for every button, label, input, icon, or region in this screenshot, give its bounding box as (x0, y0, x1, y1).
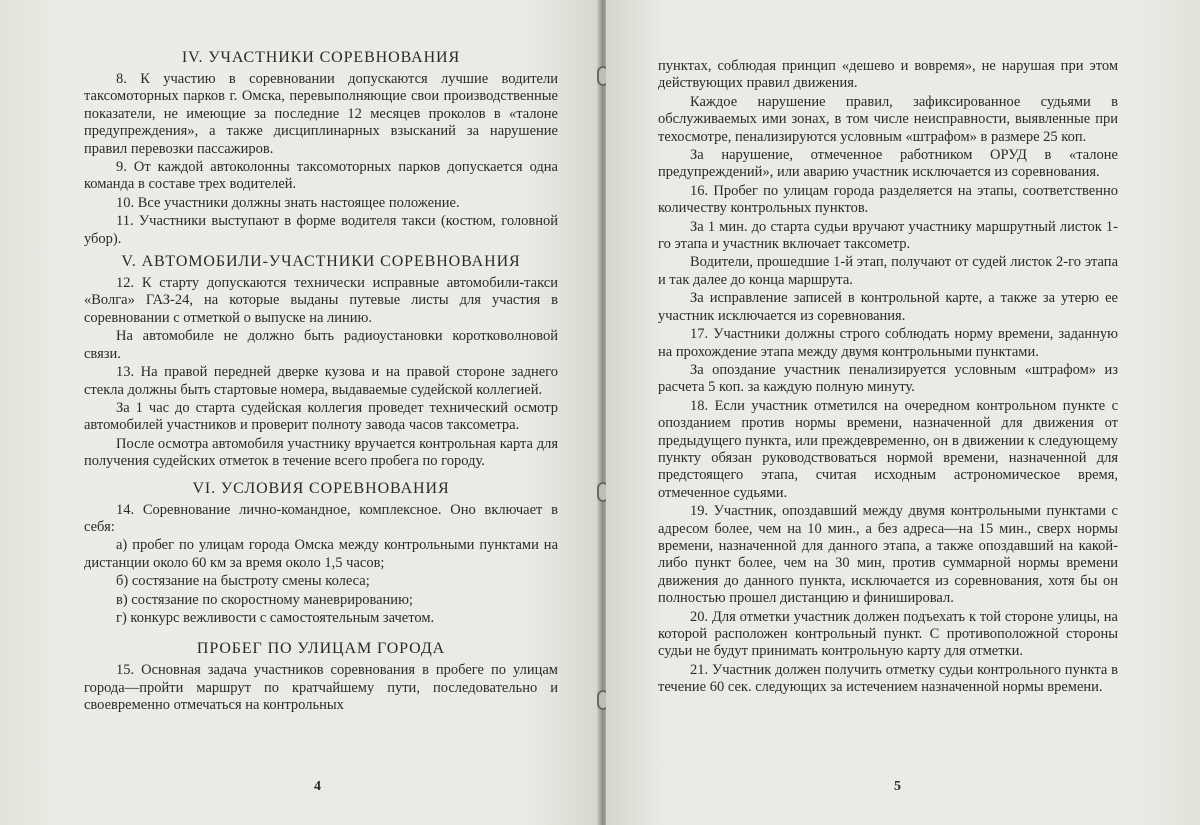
paragraph-11: 11. Участники выступают в форме водителя такси (костюм, головной убор). (84, 213, 558, 247)
paragraph-20: 20. Для отметки участник должен подъехать к той стороне улицы, на которой расположен контрольный пункт. С противоположной стороны судьи не будут принимать контрольную карту для отметки. (658, 608, 1118, 660)
paragraph-21: 21. Участник должен получить отметку судьи контрольного пункта в течение 60 сек. следующих за истечением назначенной нормы времени. (658, 661, 1118, 696)
paragraph-13-control-card: После осмотра автомобиля участнику вручается контрольная карта для получения судейских отметок в течение всего пробега по городу. (84, 435, 558, 470)
section-5-title: V. АВТОМОБИЛИ-УЧАСТНИКИ СОРЕВНОВАНИЯ (121, 253, 521, 271)
paragraph-15-orud: За нарушение, отмеченное работником ОРУД в «талоне предупреждений», или аварию участник исключается из соревнования. (658, 147, 1118, 181)
paragraph-8: 8. К участию в соревновании допускаются лучшие водители таксомоторных парков г. Омска, перевыполняющие свои производственные показатели, не имеющие за последние 12 месяцев проколов в «талоне предупреждения», а также дисциплинарных взысканий за нарушение правил перевозки пассажиров. (84, 71, 558, 157)
paragraph-16-start: За 1 мин. до старта судьи вручают участнику маршрутный листок 1-го этапа и участник включает таксометр. (658, 218, 1118, 253)
right-page (606, 0, 1200, 825)
paragraph-16: 16. Пробег по улицам города разделяется на этапы, соответственно количеству контрольных пунктов. (658, 182, 1118, 217)
section-4-title: IV. УЧАСТНИКИ СОРЕВНОВАНИЯ (181, 49, 461, 66)
paragraph-14-b: б) состязание на быстроту смены колеса; (116, 573, 370, 590)
paragraph-15-violations: Каждое нарушение правил, зафиксированное судьями в обслуживаемых ими зонах, в том числе неисправности, выявленные при техосмотре, пенализируются условным «штрафом» в размере 25 коп. (658, 93, 1118, 145)
paragraph-17-penalty: За опоздание участник пенализируется условным «штрафом» из расчета 5 коп. за каждую полную минуту. (658, 361, 1118, 396)
paragraph-17: 17. Участники должны строго соблюдать норму времени, заданную на прохождение этапа между двумя контрольными пунктами. (658, 326, 1118, 360)
paragraph-12: 12. К старту допускаются технически исправные автомобили-такси «Волга» ГАЗ-24, на которые выданы путевые листы для участия в соревновании с отметкой о выпуске на линию. (84, 275, 558, 326)
paragraph-14: 14. Соревнование лично-командное, комплексное. Оно включает в себя: (84, 501, 558, 535)
page-number-right: 5 (894, 779, 901, 794)
paragraph-15-continued: пунктах, соблюдая принцип «дешево и вовремя», не нарушая при этом действующих правил движения. (658, 58, 1118, 92)
section-6-title: VI. УСЛОВИЯ СОРЕВНОВАНИЯ (192, 479, 450, 497)
paragraph-16-stages: Водители, прошедшие 1-й этап, получают от судей листок 2-го этапа и так далее до конца маршрута. (658, 254, 1118, 288)
paragraph-12-radio: На автомобиле не должно быть радиоустановки коротковолновой связи. (84, 328, 558, 362)
paragraph-14-a: а) пробег по улицам города Омска между контрольными пунктами на дистанции около 60 км за время около 1,5 часов; (84, 537, 558, 571)
paragraph-14-d: г) конкурс вежливости с самостоятельным зачетом. (116, 609, 435, 626)
paragraph-10: 10. Все участники должны знать настоящее положение. (116, 194, 460, 211)
paragraph-15: 15. Основная задача участников соревнования в пробеге по улицам города—пройти маршрут по кратчайшему пути, последовательно и своевременно отмечаться на контрольных (84, 662, 558, 714)
paragraph-14-c: в) состязание по скоростному маневрированию; (116, 591, 413, 608)
paragraph-13-inspection: За 1 час до старта судейская коллегия проведет технический осмотр автомобилей участников и проверит полноту завода часов таксометра. (84, 399, 558, 434)
paragraph-13: 13. На правой передней дверке кузова и на правой стороне заднего стекла должны быть стартовые номера, выдаваемые судейской коллегией. (84, 364, 558, 398)
paragraph-18: 18. Если участник отметился на очередном контрольном пункте с опозданием против нормы времени, назначенной для движения от предыдущего пункта, или преждевременно, он в движении к следующему пункту обязан руководствоваться нормой времени, назначенной для предстоящего этапа, считая исходным астрономическое время, отмеченное судьями. (658, 397, 1118, 501)
paragraph-16-corrections: За исправление записей в контрольной карте, а также за утерю ее участник исключается из соревнования. (658, 290, 1118, 324)
paragraph-9: 9. От каждой автоколонны таксомоторных парков допускается одна команда в составе трех водителей. (84, 159, 558, 193)
page-number-left: 4 (314, 779, 321, 794)
paragraph-19: 19. Участник, опоздавший между двумя контрольными пунктами с адресом более, чем на 10 мин., а без адреса—на 15 мин., сверх нормы времени, назначенной для данного этапа, а также опоздавший на какой-либо пункт более, чем на 30 мин, против суммарной нормы времени движения до данного пункта, исключается из соревнования, хотя бы он полностью прошел дистанцию и финишировал. (658, 503, 1118, 607)
subsection-title: ПРОБЕГ ПО УЛИЦАМ ГОРОДА (196, 640, 446, 658)
